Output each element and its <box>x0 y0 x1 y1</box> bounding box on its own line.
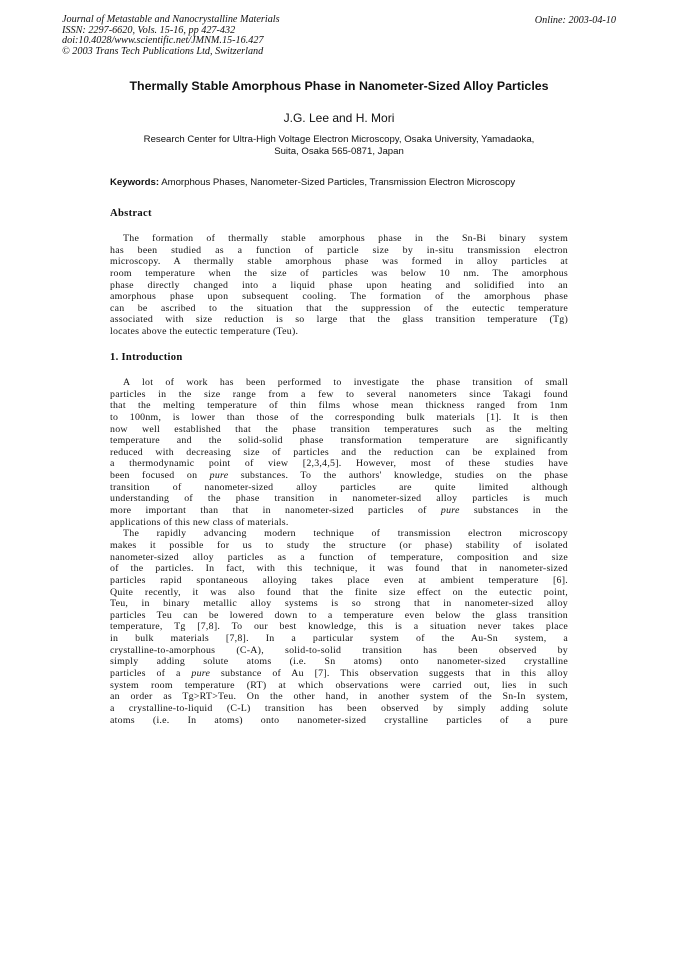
text-line: The rapidly advancing modern technique of transmission electron microscopy <box>123 528 568 540</box>
issn-line: ISSN: 2297-6620, Vols. 15-16, pp 427-432 <box>62 24 236 36</box>
text-line: more important than that in nanometer-sized particles of pure substances in the <box>110 505 568 517</box>
paper-title: Thermally Stable Amorphous Phase in Nanometer-Sized Alloy Particles <box>129 79 549 93</box>
text-line: room temperature when the size of particles was below 10 nm. The amorphous <box>110 267 568 279</box>
text-line: particles of a pure substance of Au [7]. This observation suggests that in this alloy <box>110 668 568 680</box>
text-line: particles Teu can be lowered down to a temperature even below the glass transition <box>110 609 568 621</box>
doi-line: doi:10.4028/www.scientific.net/JMNM.15-16.427 <box>62 35 264 47</box>
text-line: transition of nanometer-sized alloy particles are quite limited although <box>110 481 568 493</box>
online-date: Online: 2003-04-10 <box>534 15 616 26</box>
text-line: particles in the size range from a few to several nanometers since Takagi found <box>110 388 568 400</box>
journal-name: Journal of Metastable and Nanocrystalline Materials <box>62 14 280 25</box>
text-line: an order as Tg>RT>Teu. On the other hand, in another system of the Sn-In system, <box>110 691 568 703</box>
text-line: applications of this new class of materials. <box>110 516 289 528</box>
text-line: amorphous phase upon subsequent cooling. The formation of the amorphous phase <box>110 291 568 303</box>
authors: J.G. Lee and H. Mori <box>283 111 395 125</box>
text-line: now well established that the phase transition temperatures such as the melting <box>110 423 568 435</box>
text-line: reduced with decreasing size of particles and the reduction can be explained from <box>110 446 568 458</box>
text-line: phase directly changed into a liquid phase upon heating and solidified into an <box>110 279 568 291</box>
text-line: particles rapid spontaneous alloying takes place even at ambient temperature [6]. <box>110 574 568 586</box>
text-line: nanometer-sized alloy particles as a function of temperature, composition and size <box>110 551 568 563</box>
text-line: locates above the eutectic temperature (Teu). <box>110 326 299 338</box>
text-line: that the melting temperature of thin films whose mean thickness ranged from 1nm <box>110 400 568 412</box>
abstract-body <box>110 233 568 338</box>
text-line: The formation of thermally stable amorphous phase in the Sn-Bi binary system <box>123 233 568 244</box>
text-line: temperature and the solid-solid phase transformation temperature are significantly <box>110 435 568 447</box>
text-line: A lot of work has been performed to investigate the phase transition of small <box>123 377 568 388</box>
affiliation-line: Research Center for Ultra-High Voltage Electron Microscopy, Osaka University, Yamadaoka, <box>143 134 535 145</box>
text-line: in bulk materials [7,8]. In a particular system of the Au-Sn system, a <box>110 633 568 645</box>
affiliation-line: Suita, Osaka 565-0871, Japan <box>274 145 404 157</box>
text-line: Teu, in binary metallic alloy systems is so strong that in nanometer-sized alloy <box>110 598 568 610</box>
text-line: associated with size reduction is so large that the glass transition temperature (Tg) <box>110 314 568 326</box>
affiliation <box>112 134 566 157</box>
abstract-heading: Abstract <box>110 208 152 219</box>
text-line: makes it possible for us to study the structure (or phase) stability of isolated <box>110 539 568 551</box>
text-line: simply adding solute atoms (i.e. Sn atoms) onto nanometer-sized crystalline <box>110 656 568 668</box>
keywords-label: Keywords: <box>110 177 160 188</box>
text-line: has been studied as a function of particle size by in-situ transmission electron <box>110 244 568 256</box>
text-line: atoms (i.e. In atoms) onto nanometer-sized crystalline particles of a pure <box>110 714 568 726</box>
introduction-body <box>110 377 568 726</box>
journal-header <box>62 15 280 57</box>
text-line: been focused on pure substances. To the authors' knowledge, studies on the phase <box>110 470 568 482</box>
text-line: crystalline-to-amorphous (C-A), solid-to-solid transition has been observed by <box>110 644 568 656</box>
text-line: system room temperature (RT) at which observations were carried out, lies in such <box>110 679 568 691</box>
keywords-text: Amorphous Phases, Nanometer-Sized Particles, Transmission Electron Microscopy <box>161 177 516 188</box>
copyright-line: © 2003 Trans Tech Publications Ltd, Switzerland <box>62 45 264 57</box>
text-line: understanding of the phase transition in nanometer-sized alloy particles is much <box>110 493 568 505</box>
text-line: temperature, Tg [7,8]. To our best knowledge, this is a situation never takes place <box>110 621 568 633</box>
text-line: Quite recently, it was also found that the finite size effect on the eutectic point, <box>110 586 568 598</box>
text-line: a thermodynamic point of view [2,3,4,5]. However, most of these studies have <box>110 458 568 470</box>
introduction-heading: 1. Introduction <box>110 352 183 363</box>
text-line: can be ascribed to the situation that the suppression of the eutectic temperature <box>110 302 568 314</box>
text-line: to 100nm, is lower than those of the corresponding bulk materials [1]. It is then <box>110 411 568 423</box>
keywords <box>110 177 515 188</box>
text-line: microscopy. A thermally stable amorphous phase was formed in alloy particles at <box>110 256 568 268</box>
text-line: of the particles. In fact, with this technique, it was found that in nanometer-sized <box>110 563 568 575</box>
text-line: a crystalline-to-liquid (C-L) transition has been observed by simply adding solute <box>110 702 568 714</box>
